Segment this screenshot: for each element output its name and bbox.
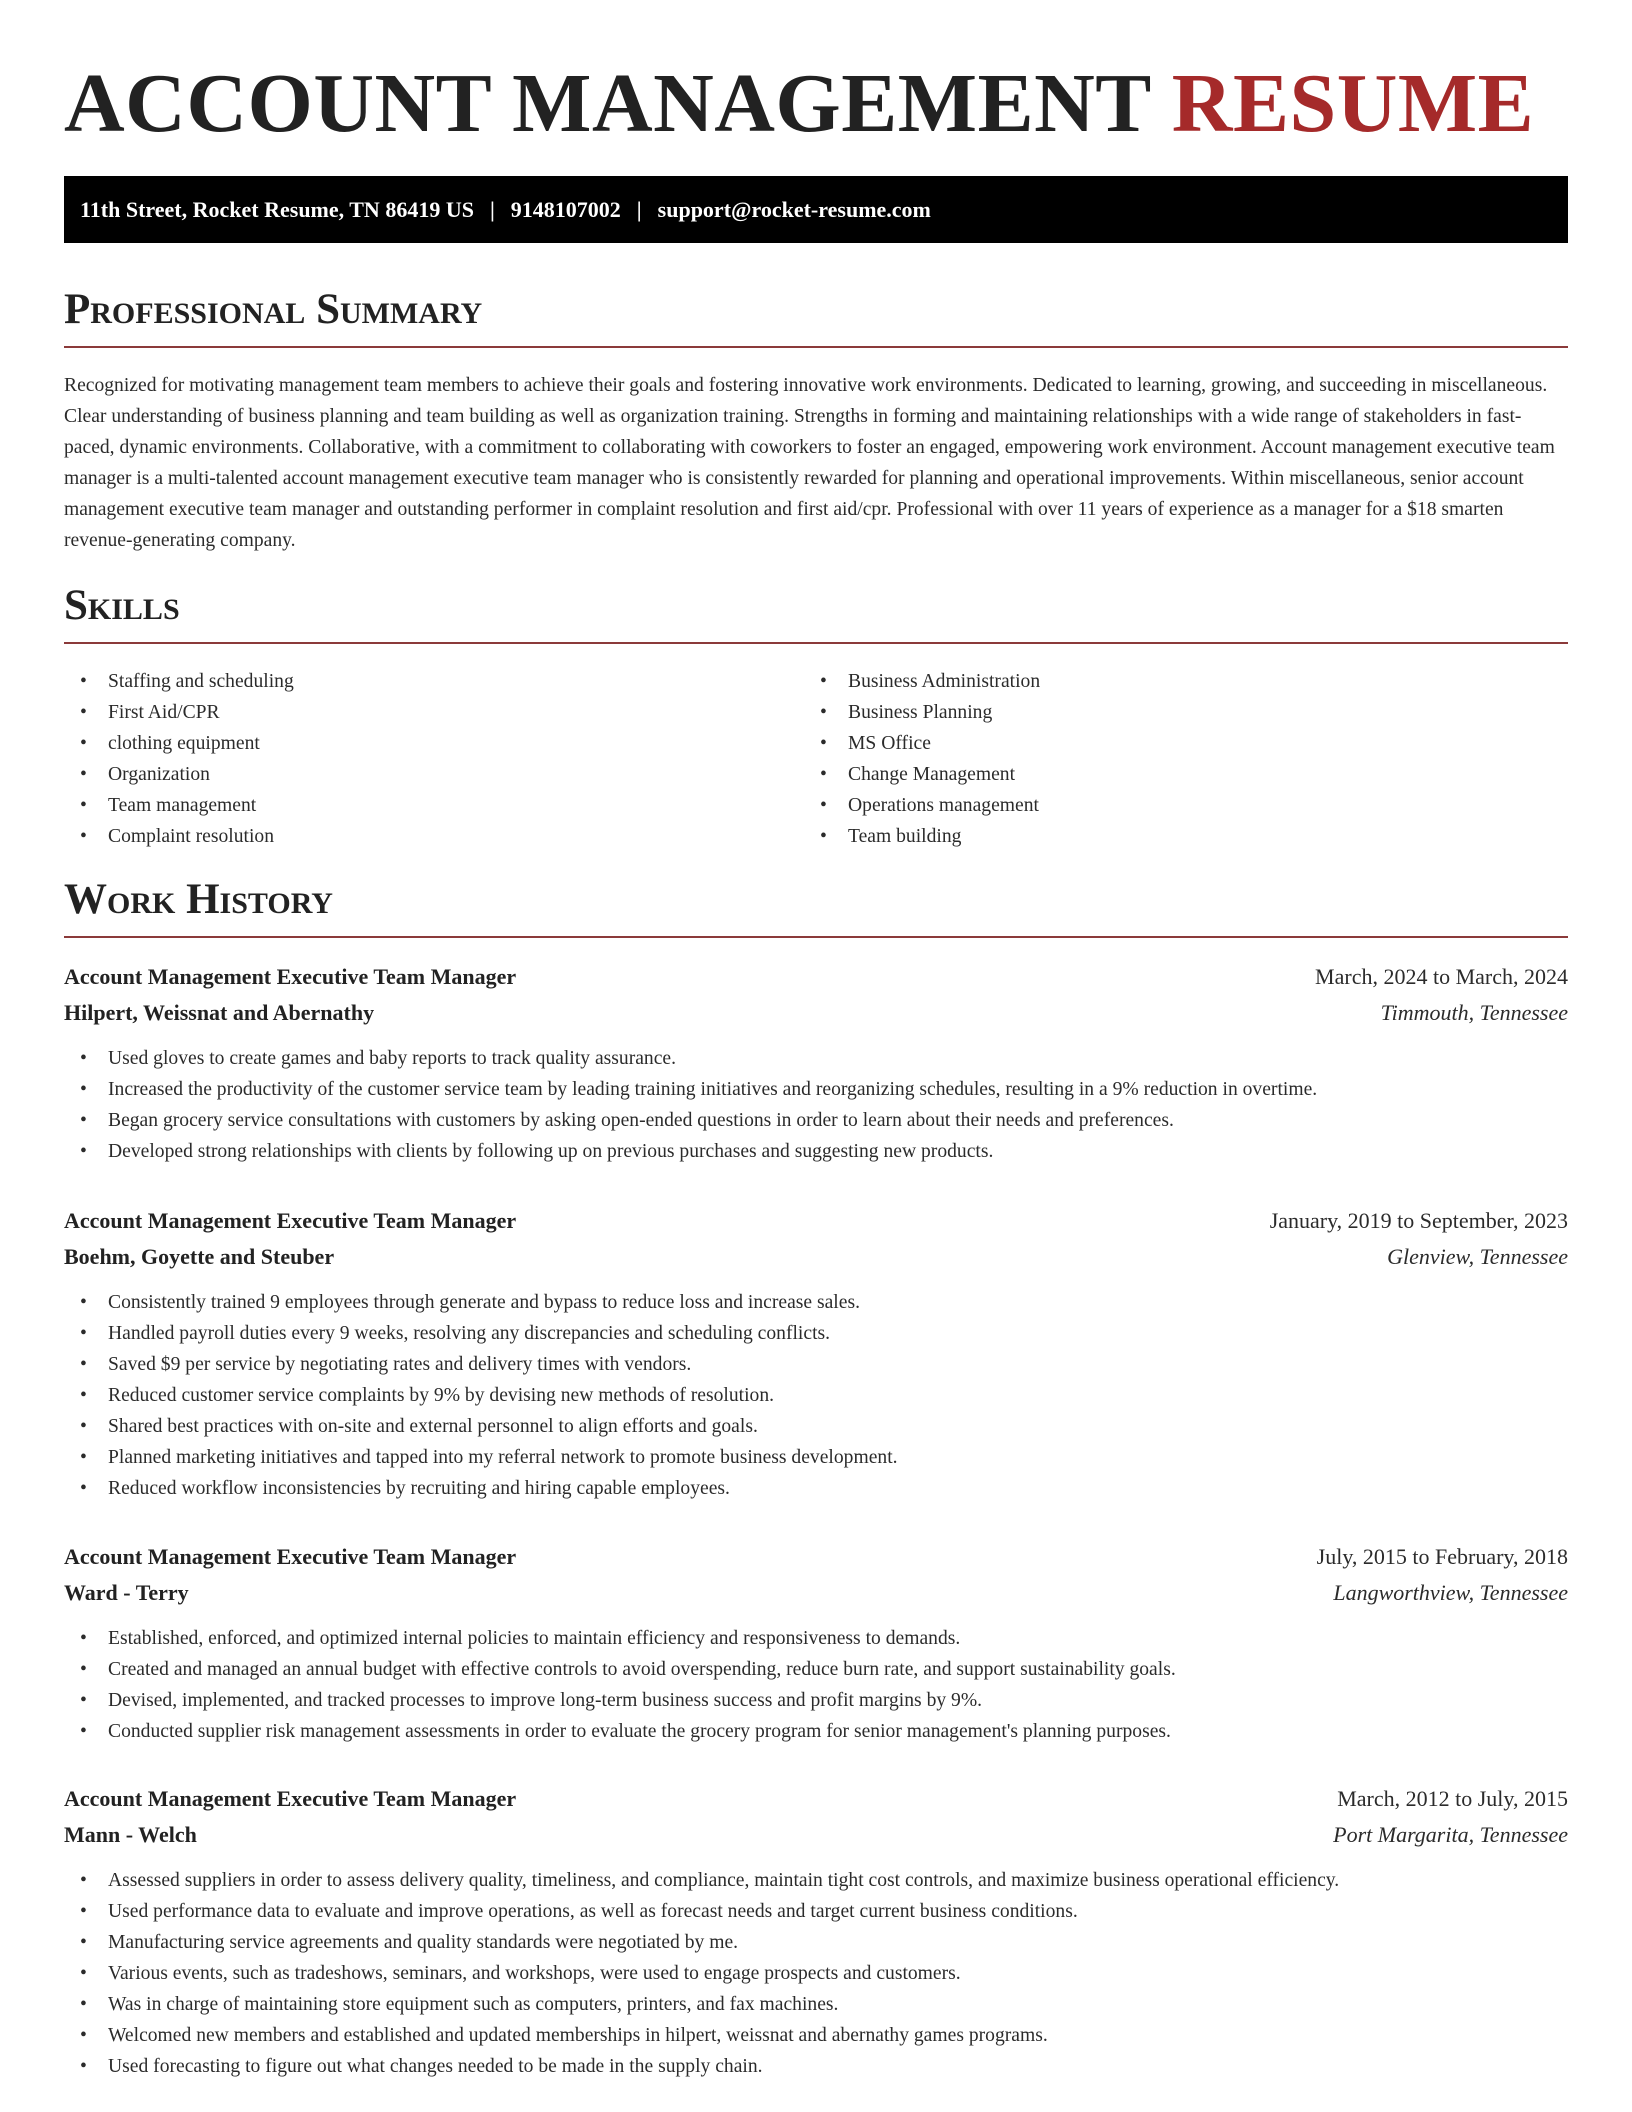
job-location: Glenview, Tennessee xyxy=(1387,1244,1568,1269)
skill-item: • Staffing and scheduling xyxy=(64,666,804,697)
title-accent: RESUME xyxy=(1171,57,1535,150)
job-entry xyxy=(64,959,1568,1167)
resume-title xyxy=(64,56,1534,152)
job-company-row xyxy=(64,1817,1568,1853)
skill-item: • First Aid/CPR xyxy=(64,697,804,728)
job-title: Account Management Executive Team Manager xyxy=(64,964,517,989)
job-header-row xyxy=(64,1539,1568,1575)
contact-separator: | xyxy=(489,196,495,222)
job-bullet: • Used forecasting to figure out what changes needed to be made in the supply chain. xyxy=(64,2051,1568,2082)
job-bullet: • Developed strong relationships with clients by following up on previous purchases and suggesting new products. xyxy=(64,1136,1568,1167)
skill-item: • Complaint resolution xyxy=(64,821,804,852)
job-bullet: • Planned marketing initiatives and tapped into my referral network to promote business development. xyxy=(64,1442,1568,1473)
job-company: Ward - Terry xyxy=(64,1580,189,1605)
job-bullet: • Was in charge of maintaining store equipment such as computers, printers, and fax machines. xyxy=(64,1989,1568,2020)
job-bullets xyxy=(64,1043,1568,1167)
job-bullet: • Reduced customer service complaints by 9% by devising new methods of resolution. xyxy=(64,1380,1568,1411)
skills-heading: Skills xyxy=(64,580,1568,644)
skill-item: • Business Planning xyxy=(804,697,1544,728)
job-bullet: • Handled payroll duties every 9 weeks, resolving any discrepancies and scheduling conflicts. xyxy=(64,1318,1568,1349)
job-location: Port Margarita, Tennessee xyxy=(1333,1822,1568,1847)
job-bullet: • Increased the productivity of the customer service team by leading training initiatives and reorganizing schedules, resulting in a 9% reduction in overtime. xyxy=(64,1074,1568,1105)
skill-item: • Organization xyxy=(64,759,804,790)
job-bullet: • Created and managed an annual budget with effective controls to avoid overspending, reduce burn rate, and support sustainability goals. xyxy=(64,1654,1568,1685)
job-company: Mann - Welch xyxy=(64,1822,197,1847)
job-title: Account Management Executive Team Manager xyxy=(64,1208,517,1233)
job-bullet: • Used gloves to create games and baby reports to track quality assurance. xyxy=(64,1043,1568,1074)
summary-heading: Professional Summary xyxy=(64,284,1568,348)
job-title: Account Management Executive Team Manager xyxy=(64,1786,517,1811)
skill-item: • Change Management xyxy=(804,759,1544,790)
skill-item: • Team management xyxy=(64,790,804,821)
job-entry xyxy=(64,1781,1568,2082)
job-bullets xyxy=(64,1623,1568,1747)
skills-column-right xyxy=(804,666,1544,852)
skill-item: • Business Administration xyxy=(804,666,1544,697)
job-company: Boehm, Goyette and Steuber xyxy=(64,1244,335,1269)
job-title: Account Management Executive Team Manager xyxy=(64,1544,517,1569)
job-company-row xyxy=(64,1575,1568,1611)
job-bullet: • Various events, such as tradeshows, seminars, and workshops, were used to engage prospects and customers. xyxy=(64,1958,1568,1989)
contact-phone: 9148107002 xyxy=(510,196,621,222)
job-dates: March, 2024 to March, 2024 xyxy=(1315,964,1568,989)
job-bullet: • Used performance data to evaluate and improve operations, as well as forecast needs and target current business conditions. xyxy=(64,1896,1568,1927)
summary-text: Recognized for motivating management team members to achieve their goals and fostering innovative work environments. Dedicated to learning, growing, and succeeding in miscellaneous. Clear understanding of business planning and team building as well as organization training. Strengths in forming and maintaining relationships with a wide range of stakeholders in fast-paced, dynamic environments. Collaborative, with a commitment to collaborating with coworkers to foster an engaged, empowering work environment. Account management executive team manager is a multi-talented account management executive team manager who is consistently rewarded for planning and operational improvements. Within miscellaneous, senior account management executive team manager and outstanding performer in complaint resolution and first aid/cpr. Professional with over 11 years of experience as a manager for a $18 smarten revenue-generating company. xyxy=(64,375,1555,551)
skill-item: • Operations management xyxy=(804,790,1544,821)
skill-item: • MS Office xyxy=(804,728,1544,759)
job-bullet: • Established, enforced, and optimized internal policies to maintain efficiency and responsiveness to demands. xyxy=(64,1623,1568,1654)
job-header-row xyxy=(64,1781,1568,1817)
job-bullet: • Devised, implemented, and tracked processes to improve long-term business success and profit margins by 9%. xyxy=(64,1685,1568,1716)
job-bullets xyxy=(64,1287,1568,1504)
contact-bar xyxy=(64,176,1568,243)
job-bullet: • Conducted supplier risk management assessments in order to evaluate the grocery program for senior management's planning purposes. xyxy=(64,1716,1568,1747)
job-bullet: • Reduced workflow inconsistencies by recruiting and hiring capable employees. xyxy=(64,1473,1568,1504)
job-dates: July, 2015 to February, 2018 xyxy=(1316,1544,1568,1569)
job-location: Timmouth, Tennessee xyxy=(1380,1000,1568,1025)
skill-item: • clothing equipment xyxy=(64,728,804,759)
job-bullet: • Saved $9 per service by negotiating rates and delivery times with vendors. xyxy=(64,1349,1568,1380)
job-company-row xyxy=(64,1239,1568,1275)
job-dates: March, 2012 to July, 2015 xyxy=(1337,1786,1568,1811)
job-company: Hilpert, Weissnat and Abernathy xyxy=(64,1000,375,1025)
job-bullet: • Assessed suppliers in order to assess delivery quality, timeliness, and compliance, maintain tight cost controls, and maximize business operational efficiency. xyxy=(64,1865,1568,1896)
title-main: ACCOUNT MANAGEMENT xyxy=(64,57,1151,150)
job-entry xyxy=(64,1203,1568,1504)
job-bullet: • Consistently trained 9 employees through generate and bypass to reduce loss and increase sales. xyxy=(64,1287,1568,1318)
job-bullet: • Manufacturing service agreements and quality standards were negotiated by me. xyxy=(64,1927,1568,1958)
job-company-row xyxy=(64,995,1568,1031)
skills-column-left xyxy=(64,666,804,852)
contact-address: 11th Street, Rocket Resume, TN 86419 US xyxy=(80,196,474,222)
job-bullets xyxy=(64,1865,1568,2082)
skill-item: • Team building xyxy=(804,821,1544,852)
job-location: Langworthview, Tennessee xyxy=(1333,1580,1568,1605)
job-bullet: • Began grocery service consultations with customers by asking open-ended questions in order to learn about their needs and preferences. xyxy=(64,1105,1568,1136)
job-header-row xyxy=(64,1203,1568,1239)
work-history-heading: Work History xyxy=(64,874,1568,938)
contact-email: support@rocket-resume.com xyxy=(657,196,931,222)
job-entry xyxy=(64,1539,1568,1747)
job-dates: January, 2019 to September, 2023 xyxy=(1269,1208,1568,1233)
job-bullet: • Welcomed new members and established and updated memberships in hilpert, weissnat and abernathy games programs. xyxy=(64,2020,1568,2051)
job-header-row xyxy=(64,959,1568,995)
job-bullet: • Shared best practices with on-site and external personnel to align efforts and goals. xyxy=(64,1411,1568,1442)
contact-separator: | xyxy=(636,196,642,222)
skills-list xyxy=(64,666,1568,852)
